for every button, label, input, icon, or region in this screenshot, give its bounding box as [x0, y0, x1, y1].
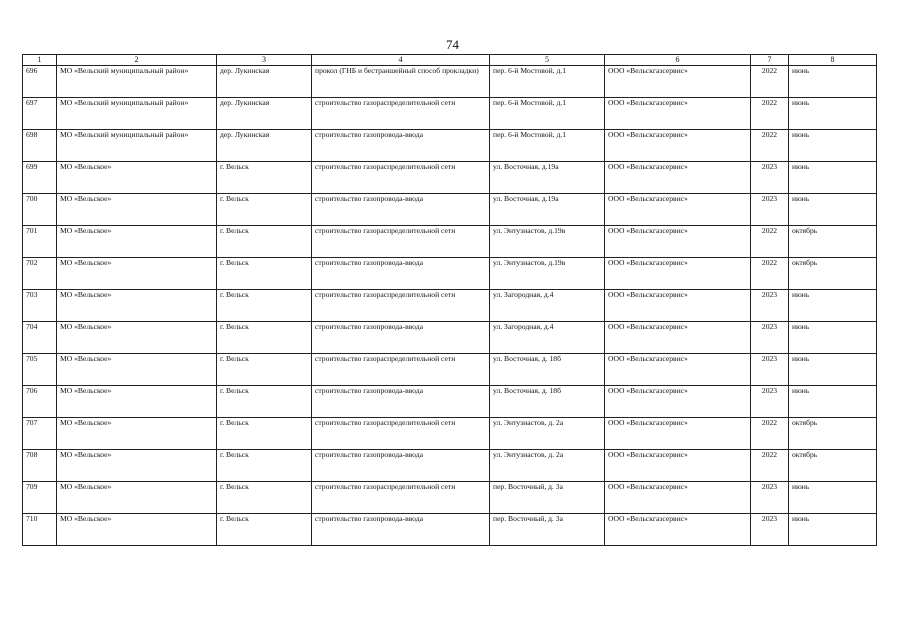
- row-number: 696: [23, 66, 57, 98]
- table-row: [23, 290, 877, 322]
- settlement-cell: дер. Лукинская: [217, 98, 312, 130]
- municipality-cell: МО «Вельское»: [57, 450, 217, 482]
- municipality-cell: МО «Вельский муниципальный район»: [57, 66, 217, 98]
- organization-cell: ООО «Вельскгазсервис»: [605, 130, 751, 162]
- row-number: 698: [23, 130, 57, 162]
- address-cell: ул. Энтузиастов, д.19в: [490, 226, 605, 258]
- municipality-cell: МО «Вельское»: [57, 258, 217, 290]
- year-cell: 2022: [751, 258, 789, 290]
- works-type-cell: строительство газораспределительной сети: [312, 162, 490, 194]
- year-cell: 2023: [751, 514, 789, 546]
- works-type-cell: строительство газопровода-ввода: [312, 322, 490, 354]
- year-cell: 2023: [751, 386, 789, 418]
- settlement-cell: г. Вельск: [217, 514, 312, 546]
- address-cell: пер. Восточный, д. 3а: [490, 514, 605, 546]
- works-type-cell: строительство газопровода-ввода: [312, 514, 490, 546]
- year-cell: 2022: [751, 66, 789, 98]
- works-type-cell: строительство газораспределительной сети: [312, 98, 490, 130]
- organization-cell: ООО «Вельскгазсервис»: [605, 66, 751, 98]
- table-row: [23, 130, 877, 162]
- municipality-cell: МО «Вельское»: [57, 354, 217, 386]
- works-type-cell: строительство газораспределительной сети: [312, 290, 490, 322]
- settlement-cell: дер. Лукинская: [217, 130, 312, 162]
- address-cell: ул. Энтузиастов, д.19в: [490, 258, 605, 290]
- organization-cell: ООО «Вельскгазсервис»: [605, 258, 751, 290]
- works-type-cell: строительство газопровода-ввода: [312, 450, 490, 482]
- page-number: 74: [446, 37, 459, 52]
- settlement-cell: г. Вельск: [217, 418, 312, 450]
- year-cell: 2023: [751, 322, 789, 354]
- row-number: 702: [23, 258, 57, 290]
- month-cell: июнь: [789, 98, 877, 130]
- month-cell: июнь: [789, 290, 877, 322]
- year-cell: 2022: [751, 98, 789, 130]
- col-works-header: 4: [312, 55, 490, 66]
- table-row: [23, 162, 877, 194]
- row-number: 707: [23, 418, 57, 450]
- year-cell: 2022: [751, 130, 789, 162]
- settlement-cell: г. Вельск: [217, 386, 312, 418]
- table-row: [23, 66, 877, 98]
- address-cell: ул. Восточная, д. 18б: [490, 354, 605, 386]
- row-number: 703: [23, 290, 57, 322]
- table-row: [23, 354, 877, 386]
- municipality-cell: МО «Вельское»: [57, 322, 217, 354]
- organization-cell: ООО «Вельскгазсервис»: [605, 354, 751, 386]
- year-cell: 2023: [751, 290, 789, 322]
- row-number: 708: [23, 450, 57, 482]
- works-type-cell: строительство газопровода-ввода: [312, 258, 490, 290]
- works-type-cell: строительство газопровода-ввода: [312, 386, 490, 418]
- year-cell: 2023: [751, 354, 789, 386]
- row-number: 706: [23, 386, 57, 418]
- col-month-header: 8: [789, 55, 877, 66]
- works-type-cell: строительство газораспределительной сети: [312, 226, 490, 258]
- municipality-cell: МО «Вельское»: [57, 194, 217, 226]
- row-number: 705: [23, 354, 57, 386]
- municipality-cell: МО «Вельское»: [57, 162, 217, 194]
- col-year-header: 7: [751, 55, 789, 66]
- col-number-header: 1: [23, 55, 57, 66]
- settlement-cell: г. Вельск: [217, 354, 312, 386]
- organization-cell: ООО «Вельскгазсервис»: [605, 226, 751, 258]
- table-body: [23, 66, 877, 546]
- address-cell: ул. Энтузиастов, д. 2а: [490, 418, 605, 450]
- table-row: [23, 386, 877, 418]
- address-cell: ул. Загородная, д.4: [490, 322, 605, 354]
- settlement-cell: г. Вельск: [217, 194, 312, 226]
- municipality-cell: МО «Вельское»: [57, 482, 217, 514]
- organization-cell: ООО «Вельскгазсервис»: [605, 514, 751, 546]
- municipality-cell: МО «Вельское»: [57, 418, 217, 450]
- municipality-cell: МО «Вельский муниципальный район»: [57, 98, 217, 130]
- address-cell: пер. Восточный, д. 3а: [490, 482, 605, 514]
- address-cell: ул. Восточная, д.19а: [490, 162, 605, 194]
- organization-cell: ООО «Вельскгазсервис»: [605, 322, 751, 354]
- organization-cell: ООО «Вельскгазсервис»: [605, 418, 751, 450]
- address-cell: ул. Энтузиастов, д. 2а: [490, 450, 605, 482]
- works-type-cell: строительство газопровода-ввода: [312, 194, 490, 226]
- row-number: 701: [23, 226, 57, 258]
- organization-cell: ООО «Вельскгазсервис»: [605, 386, 751, 418]
- year-cell: 2023: [751, 162, 789, 194]
- table-row: [23, 450, 877, 482]
- month-cell: июнь: [789, 514, 877, 546]
- table-header: [23, 55, 877, 66]
- works-type-cell: строительство газопровода-ввода: [312, 130, 490, 162]
- table-row: [23, 258, 877, 290]
- year-cell: 2022: [751, 418, 789, 450]
- address-cell: ул. Загородная, д.4: [490, 290, 605, 322]
- col-address-header: 5: [490, 55, 605, 66]
- organization-cell: ООО «Вельскгазсервис»: [605, 162, 751, 194]
- month-cell: июнь: [789, 482, 877, 514]
- row-number: 710: [23, 514, 57, 546]
- row-number: 704: [23, 322, 57, 354]
- address-cell: пер. 6-й Мостовой, д.1: [490, 130, 605, 162]
- month-cell: июнь: [789, 66, 877, 98]
- month-cell: октябрь: [789, 450, 877, 482]
- table-row: [23, 194, 877, 226]
- municipality-cell: МО «Вельское»: [57, 226, 217, 258]
- address-cell: пер. 6-й Мостовой, д.1: [490, 98, 605, 130]
- organization-cell: ООО «Вельскгазсервис»: [605, 482, 751, 514]
- month-cell: июнь: [789, 194, 877, 226]
- municipality-cell: МО «Вельский муниципальный район»: [57, 130, 217, 162]
- works-type-cell: строительство газораспределительной сети: [312, 482, 490, 514]
- organization-cell: ООО «Вельскгазсервис»: [605, 290, 751, 322]
- works-type-cell: строительство газораспределительной сети: [312, 354, 490, 386]
- address-cell: пер. 6-й Мостовой, д.1: [490, 66, 605, 98]
- settlement-cell: г. Вельск: [217, 258, 312, 290]
- year-cell: 2023: [751, 482, 789, 514]
- month-cell: июнь: [789, 162, 877, 194]
- address-cell: ул. Восточная, д.19а: [490, 194, 605, 226]
- month-cell: июнь: [789, 130, 877, 162]
- settlement-cell: г. Вельск: [217, 226, 312, 258]
- organization-cell: ООО «Вельскгазсервис»: [605, 98, 751, 130]
- settlement-cell: дер. Лукинская: [217, 66, 312, 98]
- row-number: 709: [23, 482, 57, 514]
- settlement-cell: г. Вельск: [217, 162, 312, 194]
- table-row: [23, 482, 877, 514]
- row-number: 699: [23, 162, 57, 194]
- year-cell: 2023: [751, 194, 789, 226]
- settlement-cell: г. Вельск: [217, 450, 312, 482]
- works-type-cell: прокол (ГНБ и бестраншейный способ прокладки): [312, 66, 490, 98]
- table-row: [23, 98, 877, 130]
- works-type-cell: строительство газораспределительной сети: [312, 418, 490, 450]
- col-municipality-header: 2: [57, 55, 217, 66]
- municipality-cell: МО «Вельское»: [57, 514, 217, 546]
- table-row: [23, 514, 877, 546]
- row-number: 700: [23, 194, 57, 226]
- settlement-cell: г. Вельск: [217, 482, 312, 514]
- registry-table: [22, 54, 877, 546]
- settlement-cell: г. Вельск: [217, 290, 312, 322]
- col-settlement-header: 3: [217, 55, 312, 66]
- month-cell: октябрь: [789, 418, 877, 450]
- table-row: [23, 226, 877, 258]
- month-cell: октябрь: [789, 258, 877, 290]
- col-organization-header: 6: [605, 55, 751, 66]
- month-cell: июнь: [789, 322, 877, 354]
- table-row: [23, 322, 877, 354]
- settlement-cell: г. Вельск: [217, 322, 312, 354]
- row-number: 697: [23, 98, 57, 130]
- month-cell: октябрь: [789, 226, 877, 258]
- address-cell: ул. Восточная, д. 18б: [490, 386, 605, 418]
- organization-cell: ООО «Вельскгазсервис»: [605, 194, 751, 226]
- table-row: [23, 418, 877, 450]
- month-cell: июнь: [789, 386, 877, 418]
- year-cell: 2022: [751, 226, 789, 258]
- year-cell: 2022: [751, 450, 789, 482]
- municipality-cell: МО «Вельское»: [57, 290, 217, 322]
- municipality-cell: МО «Вельское»: [57, 386, 217, 418]
- header-row: [23, 55, 877, 66]
- organization-cell: ООО «Вельскгазсервис»: [605, 450, 751, 482]
- month-cell: июнь: [789, 354, 877, 386]
